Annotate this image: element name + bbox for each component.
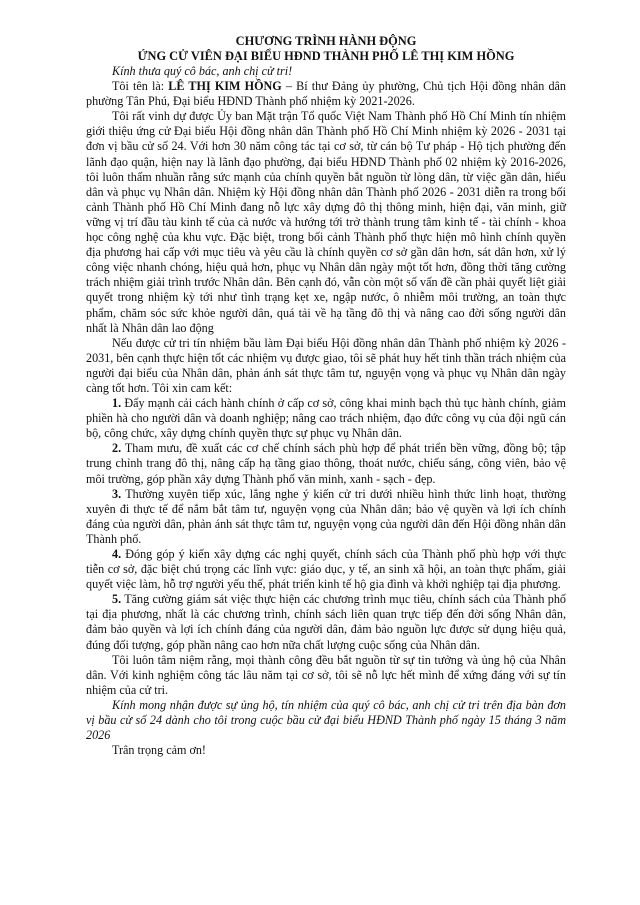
paragraph-pledge: Nếu được cử tri tín nhiệm bầu làm Đại biểu Hội đồng nhân dân Thành phố nhiệm kỳ 2026 - 2031, bên cạnh thực hiện tốt các nhiệm vụ được giao, tôi sẽ phát huy hết tinh thần trách nhiệm của người đại biểu của Nhân dân, phản ánh sát thực tâm tư, nguyện vọng và phục vụ Nhân dân ngày càng tốt hơn. Tôi xin cam kết:	[86, 335, 566, 395]
commitment-text: Thường xuyên tiếp xúc, lắng nghe ý kiến cử tri dưới nhiều hình thức linh hoạt, thường xuyên đi thực tế để nắm bắt tâm tư, nguyện vọng của Nhân dân; bảo vệ quyền và lợi ích chính đáng của người dân, phản ánh sát thực tâm tư, nguyện vọng của người dân đến Hội đồng nhân dân Thành phố.	[86, 486, 566, 546]
commitment-item	[86, 441, 566, 486]
commitment-item	[86, 592, 566, 652]
greeting: Kính thưa quý cô bác, anh chị cử tri!	[112, 64, 293, 78]
commitment-number: 1.	[112, 396, 122, 411]
commitment-item	[86, 487, 566, 547]
intro-prefix: Tôi tên là:	[112, 79, 169, 94]
document-subtitle: ỨNG CỬ VIÊN ĐẠI BIỂU HĐND THÀNH PHỐ LÊ THỊ KIM HỒNG	[137, 49, 515, 63]
commitment-number: 3.	[112, 486, 122, 501]
commitment-text: Tham mưu, đề xuất các cơ chế chính sách phù hợp để phát triển bền vững, đồng bộ; tập trung chỉnh trang đô thị, nâng cấp hạ tầng giao thông, thoát nước, chiếu sáng, công viên, bảo vệ môi trường, góp phần xây dựng Thành phố văn minh, xanh - sạch - đẹp.	[86, 441, 566, 486]
document-page	[86, 34, 566, 758]
paragraph-background: Tôi rất vinh dự được Ủy ban Mặt trận Tổ quốc Việt Nam Thành phố Hồ Chí Minh tín nhiệm giới thiệu ứng cử Đại biểu Hội đồng nhân dân Thành phố Hồ Chí Minh nhiệm kỳ 2026 - 2031 tại đơn vị bầu cử số 24. Với hơn 30 năm công tác tại cơ sở, từ cán bộ Tư pháp - Hộ tịch phường đến lãnh đạo quận, hiện nay là lãnh đạo phường, đại biểu HĐND Thành phố 02 nhiệm kỳ 2016-2026, tôi luôn thấm nhuần rằng sức mạnh của chính quyền bắt nguồn từ lòng dân, từ việc gần dân, hiểu dân và phục vụ Nhân dân. Nhiệm kỳ Hội đồng nhân dân Thành phố 2026 - 2031 diễn ra trong bối cảnh Thành phố Hồ Chí Minh đang nỗ lực xây dựng đô thị thông minh, hiện đại, văn minh, giữ vững vị trí đầu tàu kinh tế của cả nước và hướng tới trở thành trung tâm kinh tế - tài chính - khoa học công nghệ của khu vực. Đặc biệt, trong bối cảnh Thành phố thực hiện mô hình chính quyền địa phương hai cấp với mục tiêu và yêu cầu là chính quyền cơ sở gần dân hơn, sát dân hơn, xử lý công việc nhanh chóng, hiệu quả hơn, phục vụ Nhân dân ngày một tốt hơn, đồng thời tăng cường trách nhiệm giải trình trước Nhân dân. Bên cạnh đó, vẫn còn một số vấn đề cần phải quyết liệt giải quyết trong nhiệm kỳ tới như tình trạng kẹt xe, ngập nước, ô nhiễm môi trường, an toàn thực phẩm, chăm sóc sức khỏe người dân, quá tải về hạ tầng đô thị và nâng cao đời sống người dân nhất là Nhân dân lao động	[86, 109, 566, 335]
intro-rest: – Bí thư Đảng ủy phường, Chủ tịch Hội đồng nhân dân phường Tân Phú, Đại biểu HĐND Thành phố nhiệm kỳ 2021-2026.	[86, 79, 566, 109]
commitment-item	[86, 547, 566, 592]
closing-paragraph: Tôi luôn tâm niệm rằng, mọi thành công đều bắt nguồn từ sự tin tưởng và ủng hộ của Nhân dân. Với kinh nghiệm công tác lâu năm tại cơ sở, tôi sẽ nỗ lực hết mình để xứng đáng với sự tín nhiệm của cử tri.	[86, 652, 566, 697]
commitment-text: Đóng góp ý kiến xây dựng các nghị quyết, chính sách của Thành phố phù hợp với thực tiễn cơ sở, đặc biệt chú trọng các lĩnh vực: giáo dục, y tế, an sinh xã hội, an toàn thực phẩm, giải quyết việc làm, hỗ trợ người yếu thế, phát triển kinh tế hộ gia đình và khởi nghiệp tại địa phương.	[86, 547, 566, 592]
candidate-name: LÊ THỊ KIM HỒNG	[168, 79, 282, 94]
request-paragraph: Kính mong nhận được sự ủng hộ, tín nhiệm của quý cô bác, anh chị cử tri trên địa bàn đơn vị bầu cử số 24 dành cho tôi trong cuộc bầu cử đại biểu HĐND Thành phố ngày 15 tháng 3 năm 2026	[86, 697, 566, 743]
commitment-text: Tăng cường giám sát việc thực hiện các chương trình mục tiêu, chính sách của Thành phố tại địa phương, nhất là các chương trình, chính sách liên quan trực tiếp đến đời sống Nhân dân, đảm bảo quyền và lợi ích chính đáng của người dân, đảm bảo nguồn lực được sử dụng hiệu quả, đúng đối tượng, góp phần nâng cao hơn nữa chất lượng cuộc sống của Nhân dân.	[86, 592, 566, 652]
commitment-number: 4.	[112, 547, 122, 561]
commitment-number: 2.	[112, 441, 122, 456]
thanks-line: Trân trọng cảm ơn!	[112, 743, 206, 758]
document-title: CHƯƠNG TRÌNH HÀNH ĐỘNG	[235, 34, 417, 48]
commitment-item	[86, 396, 566, 441]
intro-paragraph	[86, 79, 566, 109]
commitment-text: Đẩy mạnh cải cách hành chính ở cấp cơ sở, công khai minh bạch thủ tục hành chính, giảm phiền hà cho người dân và doanh nghiệp; nâng cao trách nhiệm, đạo đức công vụ của đội ngũ cán bộ, công chức, xây dựng chính quyền thực sự phục vụ Nhân dân.	[86, 396, 566, 441]
commitment-number: 5.	[112, 592, 122, 607]
